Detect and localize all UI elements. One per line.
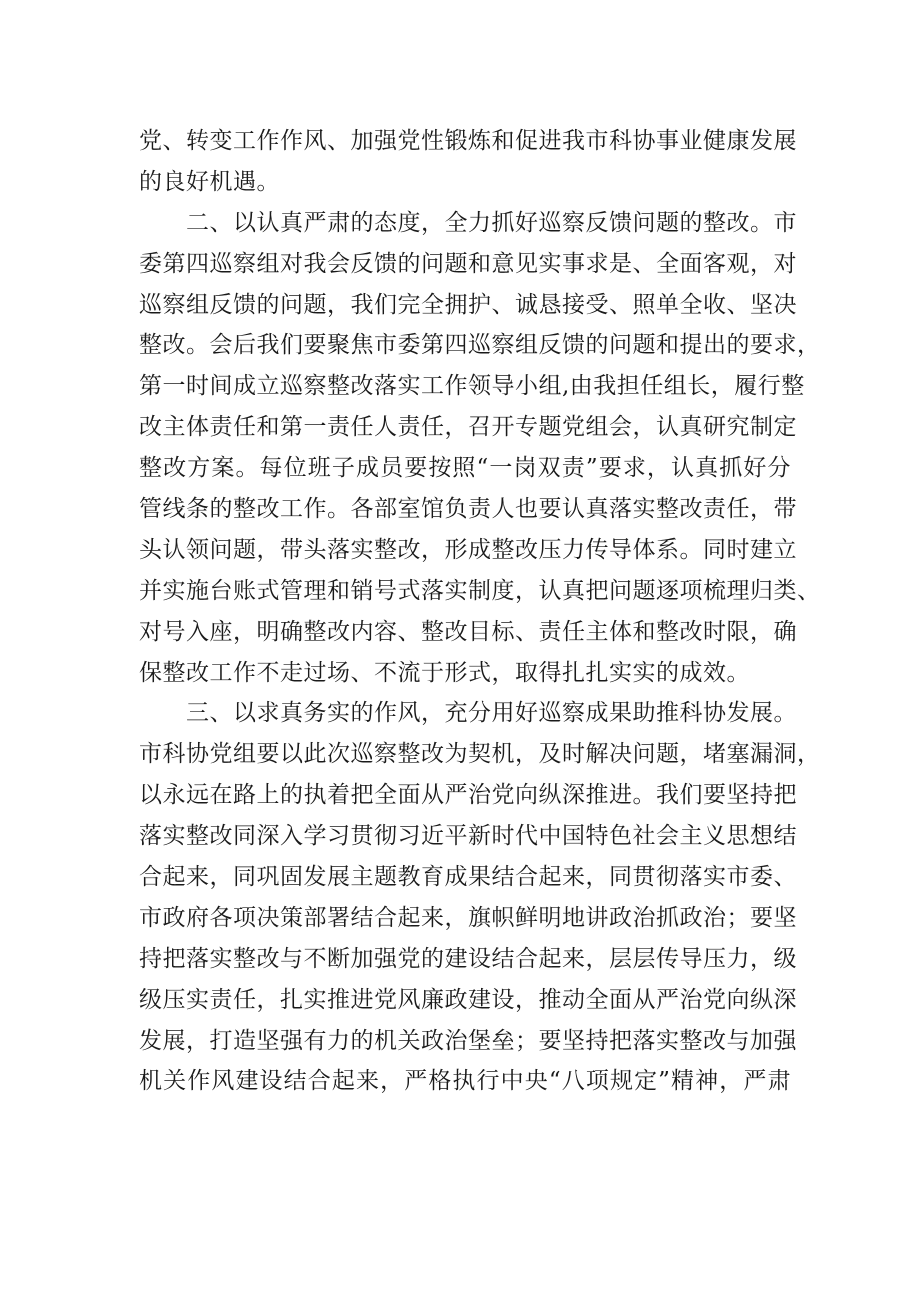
text-line-2: 的良好机遇。 <box>139 168 280 195</box>
text-line-6: 整改。会后我们要聚焦市委第四巡察组反馈的问题和提出的要求， <box>139 332 821 359</box>
text-line-17: 以永远在路上的执着把全面从严治党向纵深推进。我们要坚持把 <box>139 782 797 809</box>
text-line-20: 市政府各项决策部署结合起来，旗帜鲜明地讲政治抓政治；要坚 <box>139 904 797 931</box>
text-line-21: 持把落实整改与不断加强党的建设结合起来，层层传导压力，级 <box>139 945 797 972</box>
text-line-8: 改主体责任和第一责任人责任，召开专题党组会，认真研究制定 <box>139 414 797 441</box>
text-line-7: 第一时间成立巡察整改落实工作领导小组,由我担任组长，履行整 <box>139 373 805 400</box>
text-line-9: 整改方案。每位班子成员要按照“一岗双责”要求，认真抓好分 <box>139 455 791 482</box>
text-line-24: 机关作风建设结合起来，严格执行中央“八项规定”精神，严肃 <box>139 1068 791 1095</box>
text-line-23: 发展，打造坚强有力的机关政治堡垒；要坚持把落实整改与加强 <box>139 1027 797 1054</box>
text-line-3: 二、以认真严肃的态度，全力抓好巡察反馈问题的整改。市 <box>186 209 797 236</box>
text-line-22: 级压实责任，扎实推进党风廉政建设，推动全面从严治党向纵深 <box>139 986 797 1013</box>
text-line-10: 管线条的整改工作。各部室馆负责人也要认真落实整改责任，带 <box>139 496 797 523</box>
text-line-12: 并实施台账式管理和销号式落实制度，认真把问题逐项梳理归类、 <box>139 577 821 604</box>
text-line-14: 保整改工作不走过场、不流于形式，取得扎扎实实的成效。 <box>139 659 750 686</box>
text-line-18: 落实整改同深入学习贯彻习近平新时代中国特色社会主义思想结 <box>139 823 797 850</box>
text-line-15: 三、以求真务实的作风，充分用好巡察成果助推科协发展。 <box>186 700 797 727</box>
text-line-1: 党、转变工作作风、加强党性锻炼和促进我市科协事业健康发展 <box>139 128 797 154</box>
text-line-4: 委第四巡察组对我会反馈的问题和意见实事求是、全面客观，对 <box>139 250 797 277</box>
text-line-5: 巡察组反馈的问题，我们完全拥护、诚恳接受、照单全收、坚决 <box>139 291 797 318</box>
text-line-11: 头认领问题，带头落实整改，形成整改压力传导体系。同时建立 <box>139 536 797 563</box>
body-text <box>139 121 821 1102</box>
text-line-16: 市科协党组要以此次巡察整改为契机，及时解决问题，堵塞漏洞， <box>139 741 821 768</box>
text-line-19: 合起来，同巩固发展主题教育成果结合起来，同贯彻落实市委、 <box>139 864 797 891</box>
text-line-13: 对号入座，明确整改内容、整改目标、责任主体和整改时限，确 <box>139 618 797 645</box>
